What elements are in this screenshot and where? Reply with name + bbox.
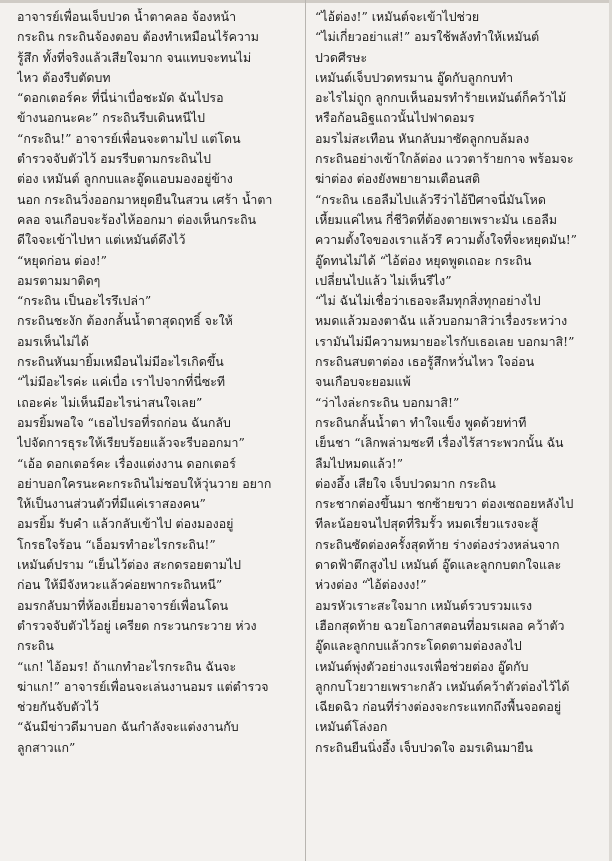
text-line: กระถินหันมายิ้มเหมือนไม่มีอะไรเกิดขึ้น	[17, 354, 224, 370]
text-line: ทีละน้อยจนไปสุดที่ริมรั้ว หมดเรี่ยวแรงจะสู้	[315, 516, 539, 532]
text-line: หมดแล้วมองตาฉัน แล้วบอกมาสิว่าเรื่องระหว่าง	[315, 313, 568, 329]
text-line: ช่วยกันจับตัวไว้	[17, 699, 99, 715]
right-text-column	[315, 0, 596, 861]
text-line: “ไม่เกี่ยวอย่าแส่!” อมรใช้พลังทำให้เหมันต์	[315, 29, 540, 45]
text-line: เหมันต์พุ่งตัวอย่างแรงเพื่อช่วยต่อง อู๊ดกับ	[315, 658, 529, 674]
text-line: อมรกลับมาที่ห้องเยี่ยมอาจารย์เพื่อนโดน	[17, 597, 229, 613]
text-line: ให้เป็นงานส่วนตัวที่มีแค่เราสองคน”	[17, 496, 206, 512]
text-line: รู้สึก ทั้งที่จริงแล้วเสียใจมาก จนแทบจะทนไม่	[17, 49, 252, 65]
text-line: เย็นชา “เลิกพล่ามซะที เรื่องไร้สาระพวกนั้น ฉัน	[315, 435, 564, 451]
text-line: “แก! ไอ้อมร! ถ้าแกทำอะไรกระถิน ฉันจะ	[17, 658, 237, 674]
text-line: อมรยิ้ม รับคำ แล้วกลับเข้าไป ต่องมองอยู่	[17, 516, 234, 532]
text-line: กระถินยืนนิ่งอึ้ง เจ็บปวดใจ อมรเดินมายืน	[315, 739, 533, 755]
text-line: กระถินกลั้นน้ำตา ทำใจแข็ง พูดด้วยท่าที	[315, 414, 527, 430]
text-line: ลูกกบโวยวายเพราะกลัว เหมันต์คว้าตัวต่องไว้ได้	[315, 678, 570, 694]
text-line: ไหว ต้องรีบตัดบท	[17, 69, 111, 85]
text-line: อมรยิ้มพอใจ “เธอไปรอที่รถก่อน ฉันกลับ	[17, 414, 231, 430]
text-line: ฆ่าต่อง ต่องยังพยายามเตือนสติ	[315, 171, 481, 187]
text-line: “กระถิน!” อาจารย์เพื่อนจะตามไป แต่โดน	[17, 130, 241, 146]
text-line: กระถินซัดต่องครั้งสุดท้าย ร่างต่องร่วงหล่นจาก	[315, 536, 560, 552]
text-line: กระชากต่องขึ้นมา ชกซ้ายขวา ต่องเซถอยหลังไป	[315, 496, 574, 512]
text-line: อมรหัวเราะสะใจมาก เหมันต์รวบรวมแรง	[315, 597, 533, 613]
text-line: “ดอกเตอร์คะ ที่นี่น่าเบื่อชะมัด ฉันไปรอ	[17, 90, 224, 106]
text-line: ฆ่าแก!” อาจารย์เพื่อนจะเล่นงานอมร แต่ตำรวจ	[17, 678, 269, 694]
text-line: กระถินสบตาต่อง เธอรู้สึกหวั่นไหว ใจอ่อน	[315, 354, 535, 370]
text-line: อู๊ดทนไม่ได้ “ไอ้ต่อง หยุดพูดเถอะ กระถิน	[315, 252, 532, 268]
text-line: “กระถิน เป็นอะไรรึเปล่า”	[17, 293, 152, 309]
text-line: เหมันต์ปราม “เย็นไว้ต่อง สะกดรอยตามไป	[17, 557, 242, 573]
text-line: ห่วงต่อง “ไอ้ต่องงง!”	[315, 577, 427, 593]
text-line: “ว่าไงล่ะกระถิน บอกมาสิ!”	[315, 394, 460, 410]
text-line: กระถิน กระถินจ้องตอบ ต้องทำเหมือนไร้ความ	[17, 29, 259, 45]
text-line: จนเกือบจะยอมแพ้	[315, 374, 411, 390]
text-line: ดีใจจะเข้าไปหา แต่เหมันต์ดึงไว้	[17, 232, 186, 248]
text-line: นอก กระถินวิ่งออกมาหยุดยืนในสวน เศร้า น้ำตา	[17, 191, 273, 207]
left-text-column	[17, 0, 303, 861]
text-line: “หยุดก่อน ต่อง!”	[17, 252, 108, 268]
text-line: “ฉันมีข่าวดีมาบอก ฉันกำลังจะแต่งงานกับ	[17, 719, 239, 735]
text-line: อู๊ดและลูกกบแล้วกระโดดตามต่องลงไป	[315, 638, 522, 654]
text-line: คลอ จนเกือบจะร้องไห้ออกมา ต่องเห็นกระถิน	[17, 211, 257, 227]
text-line: อมรตามมาติดๆ	[17, 272, 101, 288]
text-line: ก่อน ให้มีจังหวะแล้วค่อยพากระถินหนี”	[17, 577, 223, 593]
text-line: “ไอ้ต่อง!” เหมันต์จะเข้าไปช่วย	[315, 9, 480, 24]
text-line: “ไม่มีอะไรค่ะ แค่เบื่อ เราไปจากที่นี่ซะที	[17, 374, 226, 390]
column-divider	[305, 0, 306, 861]
text-line: ลืมไปหมดแล้ว!”	[315, 455, 404, 471]
text-line: ตำรวจจับตัวไว้อยู่ เครียด กระวนกระวาย ห่วง	[17, 617, 257, 633]
text-line: ต่องอึ้ง เสียใจ เจ็บปวดมาก กระถิน	[315, 475, 496, 491]
text-line: หรือก้อนอิฐแถวนั้นไปฟาดอมร	[315, 110, 475, 126]
text-line: ต่อง เหมันต์ ลูกกบและอู๊ดแอบมองอยู่ข้าง	[17, 171, 233, 187]
text-line: ลูกสาวแก”	[17, 739, 76, 755]
text-line: ตำรวจจับตัวไว้ อมรรีบตามกระถินไป	[17, 151, 211, 167]
text-line: อมรไม่สะเทือน หันกลับมาซัดลูกกบล้มลง	[315, 130, 530, 146]
text-line: ข้างนอกนะคะ” กระถินรีบเดินหนีไป	[17, 110, 206, 126]
text-line: “เอ้อ ดอกเตอร์คะ เรื่องแต่งงาน ดอกเตอร์	[17, 455, 236, 471]
text-line: กระถินอย่างเข้าใกล้ต่อง แววตาร้ายกาจ พร้อมจะ	[315, 151, 574, 167]
text-line: ความตั้งใจของเราแล้วรึ ความตั้งใจที่จะหยุดมัน!”	[315, 232, 578, 248]
text-line: อมรเห็นไม่ได้	[17, 333, 89, 349]
text-line: เหมันต์โล่งอก	[315, 719, 388, 735]
text-line: ปวดศีรษะ	[315, 49, 368, 65]
text-line: “ไม่ ฉันไม่เชื่อว่าเธอจะลืมทุกสิ่งทุกอย่างไป	[315, 293, 541, 309]
text-line: เหมันต์เจ็บปวดทรมาน อู๊ดกับลูกกบทำ	[315, 69, 514, 85]
text-line: เถอะค่ะ ไม่เห็นมีอะไรน่าสนใจเลย”	[17, 394, 203, 410]
text-line: โกรธใจร้อน “เอ็อมรทำอะไรกระถิน!”	[17, 536, 216, 552]
text-line: อย่าบอกใครนะคะกระถินไม่ชอบให้วุ่นวาย อยาก	[17, 475, 272, 491]
text-line: เหี้ยมแค่ไหน กี่ชีวิตที่ต้องตายเพราะมัน เธอลืม	[315, 211, 558, 227]
text-line: ไปจัดการธุระให้เรียบร้อยแล้วจะรีบออกมา”	[17, 435, 245, 451]
text-line: อะไรไม่ถูก ลูกกบเห็นอมรทำร้ายเหมันต์ก็คว้าไม้	[315, 90, 567, 106]
text-line: เฮือกสุดท้าย ฉวยโอกาสตอนที่อมรเผลอ คว้าตัว	[315, 617, 565, 633]
text-line: เฉียดฉิว ก่อนที่ร่างต่องจะกระแทกถึงพื้นจอดอยู่	[315, 699, 562, 715]
text-line: อาจารย์เพื่อนเจ็บปวด น้ำตาคลอ จ้องหน้า	[17, 9, 237, 24]
text-line: ดาดฟ้าตึกสูงไป เหมันต์ อู๊ดและลูกกบตกใจและ	[315, 557, 562, 573]
text-line: กระถินชะงัก ต้องกลั้นน้ำตาสุดฤทธิ์ จะให้	[17, 313, 233, 329]
text-line: เปลี่ยนไปแล้ว ไม่เห็นรึไง”	[315, 272, 452, 288]
text-line: กระถิน	[17, 638, 54, 654]
text-line: “กระถิน เธอลืมไปแล้วรึว่าไอ้ปีศาจนี่มันโหด	[315, 191, 546, 207]
text-line: เรามันไม่มีความหมายอะไรกับเธอเลย บอกมาสิ!”	[315, 333, 575, 349]
